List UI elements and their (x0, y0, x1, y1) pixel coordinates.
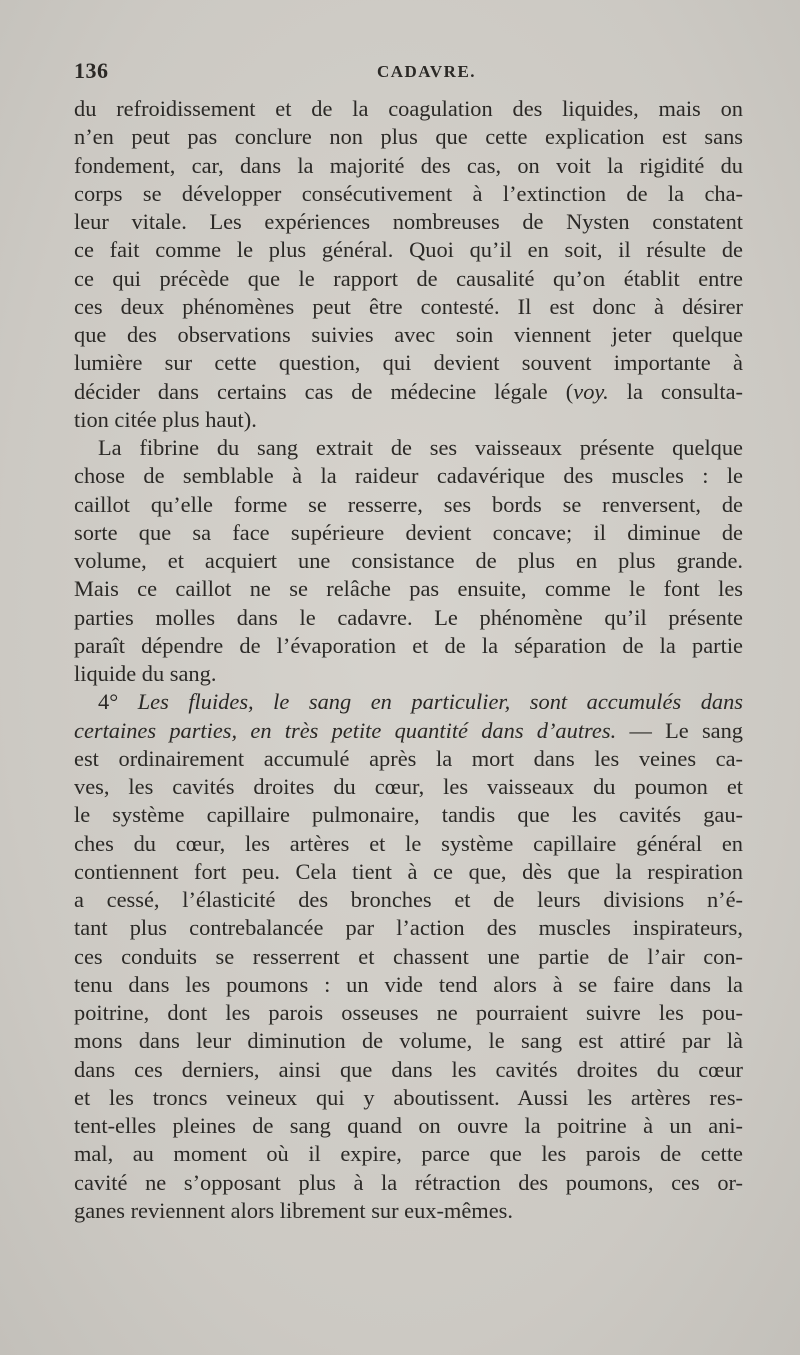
text-line: tent-elles pleines de sang quand on ouvre la poitrine à un ani- (74, 1113, 743, 1138)
text-line: ches du cœur, les artères et le système capillaire général en (74, 830, 743, 856)
text-line: fondement, car, dans la majorité des cas, on voit la rigidité du (74, 152, 743, 178)
section-heading-italic: certaines parties, en très petite quantité dans d’autres. (74, 717, 617, 743)
text-line: lumière sur cette question, qui devient souvent importante à (74, 350, 743, 376)
text-line: du refroidissement et de la coagulation des liquides, mais on (74, 96, 743, 121)
italic-abbreviation: voy. (573, 378, 609, 404)
section-heading-italic: Les fluides, le sang en particulier, sont accumulés dans (137, 689, 743, 715)
text-line: cavité ne s’opposant plus à la rétraction des poumons, ces or- (74, 1169, 743, 1195)
text-line: volume, et acquiert une consistance de plus en plus grande. (74, 548, 743, 573)
text-line: La fibrine du sang extrait de ses vaisseaux présente quelque (98, 435, 743, 460)
body-text (74, 95, 743, 1225)
text-line: n’en peut pas conclure non plus que cette explication est sans (74, 124, 743, 150)
text-line: poitrine, dont les parois osseuses ne pourraient suivre les pou- (74, 1000, 743, 1025)
text-line: tant plus contrebalancée par l’action des muscles inspirateurs, (74, 915, 743, 941)
text-line: leur vitale. Les expériences nombreuses de Nysten constatent (74, 209, 743, 234)
text-line: mons dans leur diminution de volume, le sang est attiré par là (74, 1028, 743, 1054)
text-line (74, 378, 743, 406)
text-line: ces conduits se resserrent et chassent une partie de l’air con- (74, 943, 743, 969)
text-line: corps se développer consécutivement à l’extinction de la cha- (74, 180, 743, 206)
text-line: et les troncs veineux qui y aboutissent. Aussi les artères res- (74, 1084, 743, 1110)
text-line: que des observations suivies avec soin viennent jeter quelque (74, 322, 743, 347)
text-line: caillot qu’elle forme se resserre, ses bords se renversent, de (74, 491, 743, 517)
text-line (74, 717, 743, 745)
text-line (74, 688, 743, 716)
text-line: liquide du sang. (74, 661, 217, 686)
text-line: le système capillaire pulmonaire, tandis que les cavités gau- (74, 802, 743, 828)
text-line: mal, au moment où il expire, parce que les parois de cette (74, 1141, 743, 1167)
text-line: dans ces derniers, ainsi que dans les cavités droites du cœur (74, 1056, 743, 1082)
text-line: tion citée plus haut). (74, 406, 257, 432)
text-line: sorte que sa face supérieure devient concave; il diminue de (74, 519, 743, 545)
text-line: ces deux phénomènes peut être contesté. Il est donc à désirer (74, 293, 743, 319)
text-segment: — Le sang (616, 717, 743, 743)
text-line: ce qui précède que le rapport de causalité qu’on établit entre (74, 265, 743, 291)
text-line: paraît dépendre de l’évaporation et de la séparation de la partie (74, 632, 743, 658)
running-head (74, 58, 739, 88)
text-segment: décider dans certains cas de médecine légale ( (74, 378, 574, 404)
section-number: 4° (98, 689, 138, 715)
text-line: est ordinairement accumulé après la mort dans les veines ca- (74, 745, 743, 771)
text-line: chose de semblable à la raideur cadavérique des muscles : le (74, 463, 743, 489)
text-line: Mais ce caillot ne se relâche pas ensuite, comme le font les (74, 576, 743, 602)
running-title: CADAVRE. (376, 62, 477, 81)
text-line: ves, les cavités droites du cœur, les vaisseaux du poumon et (74, 774, 743, 799)
text-line: parties molles dans le cadavre. Le phénomène qu’il présente (74, 604, 743, 630)
text-line: a cessé, l’élasticité des bronches et de leurs divisions n’é- (74, 887, 743, 912)
text-line: contiennent fort peu. Cela tient à ce que, dès que la respiration (74, 858, 743, 884)
text-line: ganes reviennent alors librement sur eux-mêmes. (74, 1197, 513, 1223)
text-line: tenu dans les poumons : un vide tend alors à se faire dans la (74, 971, 743, 997)
text-line: ce fait comme le plus général. Quoi qu’il en soit, il résulte de (74, 237, 743, 263)
page-number: 136 (74, 58, 109, 83)
text-segment: la consulta- (608, 378, 744, 404)
